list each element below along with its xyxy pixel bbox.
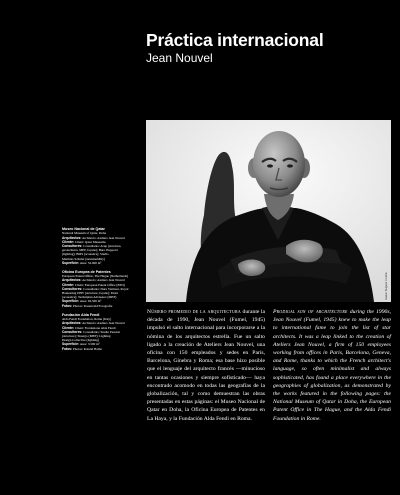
intro-lead-english: Prodigal son of architecture [273,309,348,315]
credits-line: Consultores: Consultants: Studio Pession [62,329,120,334]
credits-line: Cliente: Client: Qatar Museums [62,239,106,244]
credits-line: Arquitectos: Architects: Ateliers Jean Nouvel [62,235,125,240]
credits-line: Design Collective (lighting) [62,338,99,343]
credits-line: Matthias Schuler (sustainability) [62,256,106,261]
article-header [146,30,396,66]
credits-line: (lighting); BMS (acoustics); Studio [62,252,109,257]
credits-line: Fotos: Photos: Rozenveld Fotografie [62,303,113,308]
credits-line: Superficie: Area: 52.000 m² [62,260,102,265]
intro-body-spanish: durante la década de 1990, Jean Nouvel (Fumel, 1945) impulsó el salto internacional para incorporarse a la nómina de los arquitectos estrella. Fue un salto ligado a la creación de Ateliers Jean Nouvel, una oficina con 150 empleados y sedes en París, Barcelona, Ginebra y Roma; esa base hizo posible que el lenguaje del arquitecto francés —minucioso en tantas ocasiones y siempre sofisticado— haya encontrado acomodo en todas las geografías de la globalización, tal y como demuestran las obras presentadas en estas páginas: el Museo Nacional de Qatar en Doha, la Oficina Europea de Patentes en La Haya, y la Fundación Alda Fendi en Roma. [147,309,266,422]
credits-title: Fundación Alda Fendi [62,312,100,317]
credits-line: (acoustics); Techniplan Adviseurs (MEP) [62,295,117,300]
credits-block-qatar [62,227,140,265]
credits-line: Superficie: Area: 92.500 m² [62,299,102,304]
credits-line: Alda Fendi Foundation, Rome (Italy) [62,317,112,322]
article-subtitle: Jean Nouvel [146,51,213,65]
intro-body-english: during the 1990s, Jean Nouvel (Fumel, 1945) knew to make the leap to international fame to join the list of star architects. It was a leap linked to the creation of Ateliers Jean Nouvel, a firm of 150 employees working from offices in Paris, Barcelona, Geneva, and Rome, thanks to which the French architect's language, so often minimalist and always sophisticated, has found a place everywhere in the geographies of globalization, as demonstrated by the works featured in the following pages: the National Museum of Qatar in Doha, the European Patent Office in The Hague, and the Alda Fendi Foundation in Rome. [273,309,391,422]
credits-line: European Patent Office, The Hague (Netherlands) [62,274,128,279]
project-credits-sidebar [62,227,140,356]
credits-line: Superficie: Area: 3.500 m² [62,342,100,347]
credits-line: Arquitectos: Architects: Ateliers Jean Nouvel [62,321,125,326]
intro-text-english [273,308,391,423]
credits-line: Fotos: Photos: Roland Halbe [62,346,102,351]
credits-line: (structure); Sinergo (MEP); Lighting [62,333,111,338]
credits-title: Museo Nacional de Qatar [62,227,105,231]
credits-line: geotechnics, MEP, façade); Buro Happold [62,248,118,253]
credits-line: Consultores: Consultants: Dura Vermeer, Royal [62,286,129,291]
portrait-photo [146,120,391,302]
credits-line: National Museum of Qatar, Doha [62,231,107,236]
intro-text-spanish [147,308,265,423]
photo-credit: Gaston Bergeret / Corbis [385,272,388,300]
credits-block-epo [62,270,140,308]
credits-line: Arquitectos: Architects: Ateliers Jean Nouvel [62,278,125,283]
credits-line: Haskoning DHV (structure, façade); Peutz [62,291,119,296]
article-title: Práctica internacional [146,30,324,50]
intro-lead-spanish: Número promedio de la arquitectura [147,309,241,315]
credits-block-fendi [62,313,140,351]
credits-title: Oficina Europea de Patentes [62,269,111,274]
credits-line: Consultores: Consultants: Arup (structure, [62,243,122,248]
credits-line: Cliente: Client: Fondazione Alda Fendi [62,325,116,330]
credits-line: Cliente: Client: European Patent Office (EPO) [62,282,125,287]
